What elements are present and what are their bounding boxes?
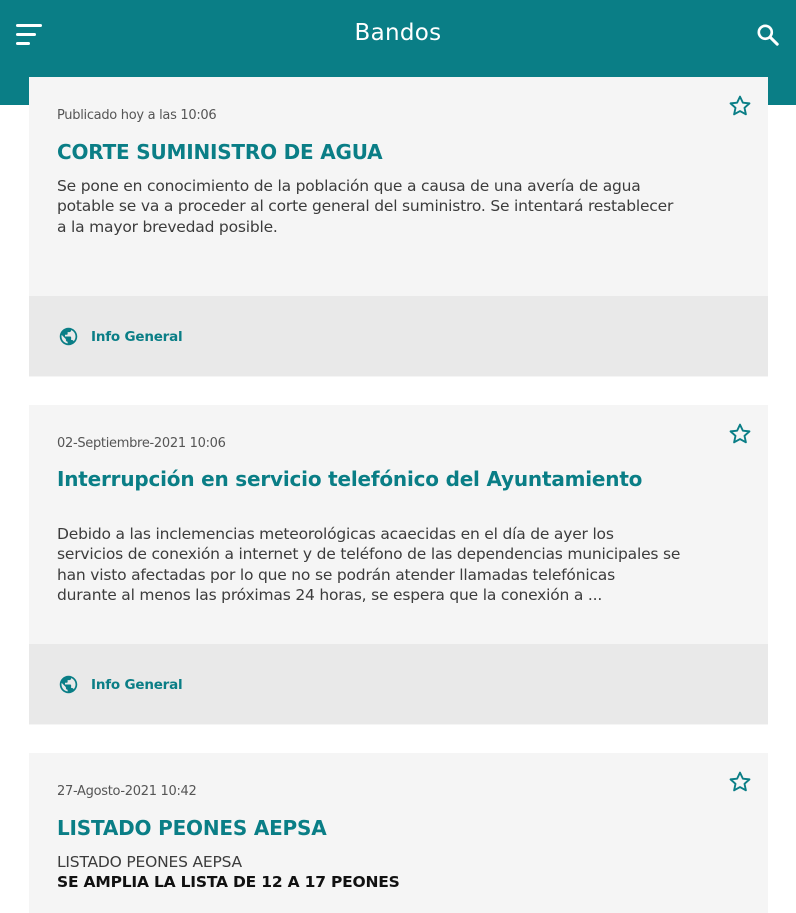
- star-outline-icon[interactable]: [728, 422, 752, 446]
- bando-card[interactable]: [29, 77, 768, 377]
- bando-date: Publicado hoy a las 10:06: [57, 108, 217, 123]
- star-outline-icon[interactable]: [728, 94, 752, 118]
- search-icon[interactable]: [755, 22, 781, 48]
- bando-summary-line: Debido a las inclemencias meteorológicas acaecidas en el día de ayer los: [57, 525, 614, 543]
- category-tag[interactable]: [58, 326, 182, 347]
- bando-summary-line: a la mayor brevedad posible.: [57, 217, 278, 236]
- bando-summary-line: servicios de conexión a internet y de teléfono de las dependencias municipales se: [57, 545, 681, 564]
- category-tag[interactable]: [58, 674, 182, 695]
- bando-date: 02-Septiembre-2021 10:06: [57, 436, 226, 451]
- bando-summary-line: LISTADO PEONES AEPSA: [57, 853, 242, 871]
- bando-summary-line: Se pone en conocimiento de la población que a causa de una avería de agua: [57, 177, 641, 195]
- bando-card[interactable]: [29, 753, 768, 913]
- star-outline-icon[interactable]: [728, 770, 752, 794]
- globe-icon: [58, 674, 79, 695]
- bando-summary: [57, 524, 747, 605]
- bando-card[interactable]: [29, 405, 768, 725]
- bando-title[interactable]: Interrupción en servicio telefónico del Ayuntamiento: [57, 467, 643, 491]
- bando-date: 27-Agosto-2021 10:42: [57, 784, 197, 799]
- bando-summary: [57, 176, 747, 237]
- category-label: Info General: [91, 676, 183, 693]
- bando-summary-line: potable se va a proceder al corte general del suministro. Se intentará restablecer: [57, 197, 674, 216]
- bando-title[interactable]: CORTE SUMINISTRO DE AGUA: [57, 140, 383, 164]
- bando-summary: [57, 852, 747, 893]
- bando-summary-line: durante al menos las próximas 24 horas, se espera que la conexión a ...: [57, 585, 603, 604]
- bando-title[interactable]: LISTADO PEONES AEPSA: [57, 816, 327, 840]
- globe-icon: [58, 326, 79, 347]
- bando-footer: [29, 644, 768, 724]
- bando-footer: [29, 296, 768, 376]
- bando-summary-line: han visto afectadas por lo que no se podrán atender llamadas telefónicas: [57, 565, 615, 584]
- page-title: Bandos: [354, 20, 442, 46]
- bando-summary-line: SE AMPLIA LA LISTA DE 12 A 17 PEONES: [57, 873, 400, 892]
- category-label: Info General: [91, 328, 183, 345]
